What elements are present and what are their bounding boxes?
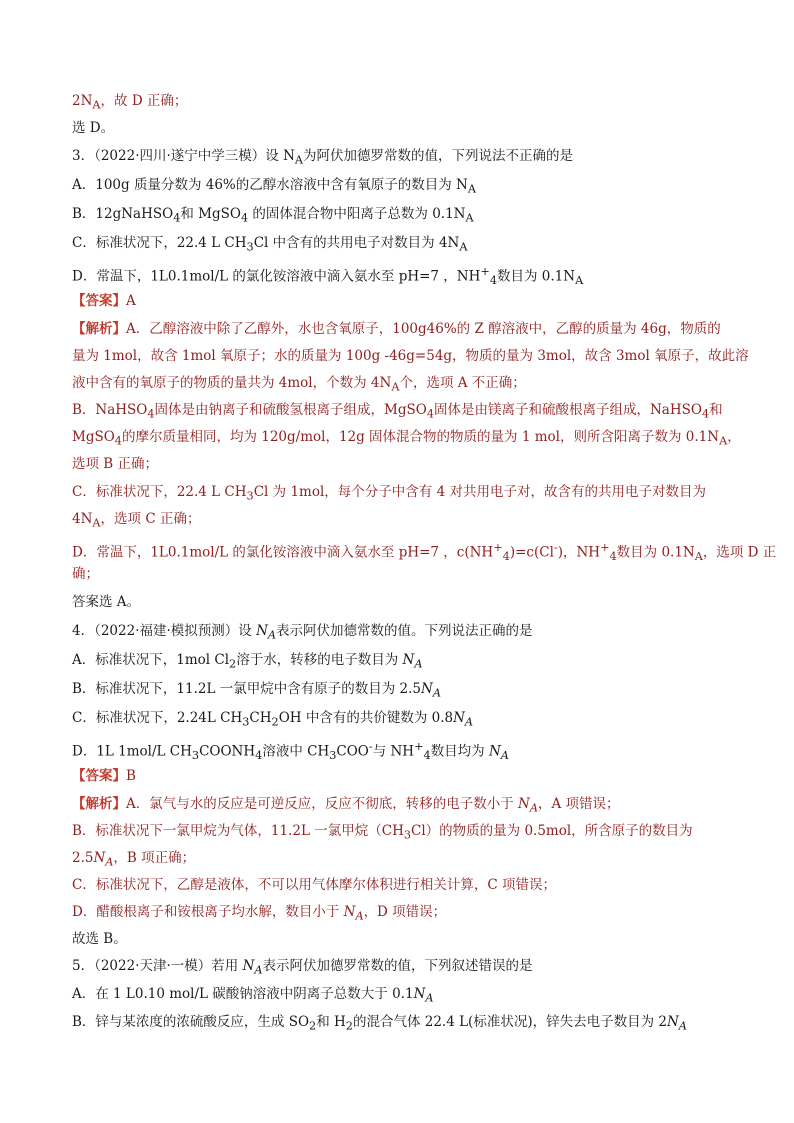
q3-final-answer: 答案选 A。: [72, 594, 141, 610]
q3-explanation-3: 液中含有的氧原子的物质的量共为 4mol，个数为 $4N_A$个，选项 A 不正确；: [72, 375, 526, 394]
q4-explanation-1: 【解析】A．氯气与水的反应是可逆反应，反应不彻底，转移的电子数小于 $N_A$，A 项错误；: [72, 796, 620, 815]
q3-option-c: C．标准状况下，22.4 L $CH_3Cl$ 中含有的共用电子对数目为 $4N_A$: [72, 235, 468, 254]
q5-option-a: A．在 1 L0.10 mol/L 碳酸钠溶液中阴离子总数大于 $0.1N_A$: [72, 986, 434, 1005]
carryover-line-1: $2N_A$，故 D 正确；: [72, 93, 188, 112]
q3-explanation-8: $4N_A$，选项 C 正确；: [72, 511, 201, 530]
q4-stem: 4．（2022·福建·模拟预测）设 $N_A$表示阿伏加德常数的值。下列说法正确的是: [72, 623, 533, 642]
q4-explanation-4: C．标准状况下，乙醇是液体，不可以用气体摩尔体积进行相关计算，C 项错误；: [72, 877, 556, 893]
q3-option-a: A．100g 质量分数为 46%的乙醇水溶液中含有氧原子的数目为 $N_A$: [72, 177, 476, 196]
q3-explanation-1: 【解析】A．乙醇溶液中除了乙醇外，水也含氧原子，100g46%的 Z 醇溶液中，乙醇的质量为 46g，物质的: [72, 321, 721, 337]
q4-explanation-5: D．醋酸根离子和铵根离子均水解，数目小于 $N_A$，D 项错误；: [72, 904, 447, 923]
q3-option-b: B．12gNaHSO$_4$和 MgSO$_4$ 的固体混合物中阳离子总数为 $0.1N_A$: [72, 206, 474, 225]
carryover-line-2: 选 D。: [72, 120, 115, 136]
q3-explanation-5: MgSO$_4$的摩尔质量相同，均为 120g/mol，12g 固体混合物的物质的量为 1 mol，则所含阳离子数为 $0.1N_A$，: [72, 429, 741, 448]
q3-explanation-9: D．常温下，1L0.1mol/L 的氯化铵溶液中滴入氨水至 pH=7 ，$c(NH^+_4)=c(Cl^-)$，$NH^+_4$数目为 $0.1N_A$，选项 D 正: [72, 541, 777, 564]
q4-answer: 【答案】B: [72, 768, 136, 784]
q3-stem: 3．（2022·四川·遂宁中学三模）设 $N_A$为阿伏加德罗常数的值，下列说法不正确的是: [72, 148, 574, 167]
q3-option-d: D．常温下，1L0.1mol/L 的氯化铵溶液中滴入氨水至 pH=7 ，$NH^+_4$数目为 $0.1N_A$: [72, 265, 584, 288]
q4-explanation-2: B．标准状况下一氯甲烷为气体，11.2L 一氯甲烷$(CH_3Cl)$的物质的量为 0.5mol，所含原子的数目为: [72, 823, 693, 842]
q5-stem: 5．（2022·天津·一模）若用 $N_A$表示阿伏加德罗常数的值，下列叙述错误的是: [72, 958, 533, 977]
q3-answer: 【答案】A: [72, 293, 136, 309]
q4-option-d: D．1L 1mol/L $CH_3COONH_4$溶液中 $CH_3COO^-$与 $NH^+_4$数目均为 $N_A$: [72, 740, 509, 763]
q3-explanation-6: 选项 B 正确；: [72, 456, 159, 472]
q3-explanation-10: 确；: [72, 566, 99, 582]
q5-option-b: B．锌与某浓度的浓硫酸反应，生成 $SO_2$和 $H_2$的混合气体 22.4 L(标准状况)，锌失去电子数目为 $2N_A$: [72, 1014, 687, 1033]
q3-explanation-4: B．NaHSO$_4$固体是由钠离子和硫酸氢根离子组成，MgSO$_4$固体是由镁离子和硫酸根离子组成，NaHSO$_4$和: [72, 402, 723, 421]
q3-explanation-7: C．标准状况下，22.4 L $CH_3Cl$ 为 1mol，每个分子中含有 4 对共用电子对，故含有的共用电子对数目为: [72, 484, 706, 503]
q4-final-answer: 故选 B。: [72, 931, 127, 947]
q4-option-b: B．标准状况下，11.2L 一氯甲烷中含有原子的数目为 $2.5N_A$: [72, 681, 441, 700]
q4-explanation-3: $2.5N_A$，B 项正确；: [72, 850, 196, 869]
q4-option-a: A．标准状况下，1mol $Cl_2$溶于水，转移的电子数目为 $N_A$: [72, 652, 423, 671]
q3-explanation-2: 量为 1mol，故含 1mol 氧原子；水的质量为 100g -46g=54g，物质的量为 3mol，故含 3mol 氧原子，故此溶: [72, 348, 749, 364]
q4-option-c: C．标准状况下，2.24L $CH_3CH_2OH$ 中含有的共价键数为 $0.8N_A$: [72, 710, 474, 729]
